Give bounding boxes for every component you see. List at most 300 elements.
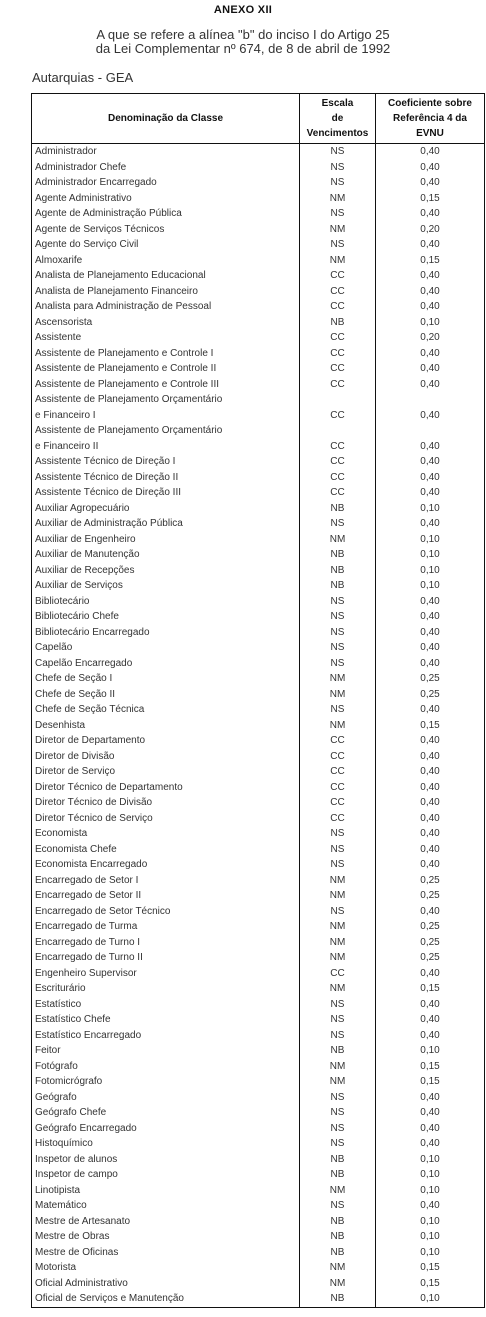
class-name-cell: Assistente de Planejamento e Controle I	[32, 346, 300, 362]
class-name-cell: Assistente Técnico de Direção III	[32, 485, 300, 501]
table-row	[32, 423, 485, 439]
table-row	[32, 268, 485, 284]
salary-scale-cell: NS	[300, 842, 376, 858]
salary-scale-cell: NS	[300, 702, 376, 718]
coefficient-cell: 0,40	[376, 408, 485, 424]
header-coefficient-line3: EVNU	[416, 128, 444, 139]
table-row	[32, 175, 485, 191]
coefficient-cell: 0,15	[376, 191, 485, 207]
class-name-cell: Agente de Administração Pública	[32, 206, 300, 222]
table-row	[32, 935, 485, 951]
table-row	[32, 144, 485, 160]
class-name-cell: Auxiliar de Engenheiro	[32, 532, 300, 548]
salary-scale-cell: NM	[300, 1260, 376, 1276]
coefficient-cell: 0,10	[376, 578, 485, 594]
salary-scale-cell: NM	[300, 950, 376, 966]
table-row	[32, 253, 485, 269]
table-row	[32, 1276, 485, 1292]
coefficient-cell: 0,25	[376, 873, 485, 889]
salary-scale-cell: NB	[300, 563, 376, 579]
class-name-cell: Auxiliar de Manutenção	[32, 547, 300, 563]
salary-scale-cell: CC	[300, 439, 376, 455]
salary-scale-cell: NB	[300, 1245, 376, 1261]
salary-scale-cell: NS	[300, 997, 376, 1013]
salary-scale-cell: NM	[300, 718, 376, 734]
table-row	[32, 733, 485, 749]
class-name-cell: Agente do Serviço Civil	[32, 237, 300, 253]
coefficient-cell: 0,40	[376, 1028, 485, 1044]
class-name-cell: Diretor de Divisão	[32, 749, 300, 765]
table-row	[32, 1090, 485, 1106]
class-name-cell: Bibliotecário Chefe	[32, 609, 300, 625]
class-name-cell: Analista de Planejamento Financeiro	[32, 284, 300, 300]
class-name-cell: Estatístico Chefe	[32, 1012, 300, 1028]
salary-scale-cell: CC	[300, 795, 376, 811]
class-name-cell: Encarregado de Setor Técnico	[32, 904, 300, 920]
table-row	[32, 1121, 485, 1137]
table-row	[32, 222, 485, 238]
coefficient-cell	[376, 423, 485, 439]
salary-scale-cell: NB	[300, 1229, 376, 1245]
class-name-cell: Assistente de Planejamento Orçamentário	[32, 392, 300, 408]
coefficient-cell: 0,40	[376, 175, 485, 191]
coefficient-cell: 0,40	[376, 997, 485, 1013]
salary-scale-cell: CC	[300, 268, 376, 284]
table-row	[32, 1245, 485, 1261]
salary-scale-cell: NM	[300, 981, 376, 997]
coefficient-cell: 0,10	[376, 1183, 485, 1199]
coefficient-cell: 0,40	[376, 237, 485, 253]
salary-scale-cell: NS	[300, 1121, 376, 1137]
table-row	[32, 284, 485, 300]
salary-scale-cell: NS	[300, 237, 376, 253]
salary-scale-cell: NB	[300, 1291, 376, 1307]
table-row	[32, 795, 485, 811]
table-row	[32, 346, 485, 362]
coefficient-cell: 0,40	[376, 811, 485, 827]
coefficient-cell: 0,10	[376, 547, 485, 563]
coefficient-cell: 0,20	[376, 222, 485, 238]
table-row	[32, 330, 485, 346]
table-row	[32, 826, 485, 842]
class-name-cell: Auxiliar de Administração Pública	[32, 516, 300, 532]
table-row	[32, 702, 485, 718]
coefficient-cell: 0,40	[376, 826, 485, 842]
coefficient-cell: 0,25	[376, 687, 485, 703]
salary-scale-cell: NS	[300, 144, 376, 160]
coefficient-cell: 0,40	[376, 749, 485, 765]
coefficient-cell: 0,25	[376, 950, 485, 966]
table-row	[32, 578, 485, 594]
coefficient-cell: 0,15	[376, 253, 485, 269]
class-name-cell: Assistente de Planejamento e Controle II	[32, 361, 300, 377]
header-salary-scale-line1: Escala	[321, 98, 354, 109]
coefficient-cell: 0,40	[376, 144, 485, 160]
salary-scale-cell: NB	[300, 1167, 376, 1183]
class-name-cell: Escriturário	[32, 981, 300, 997]
coefficient-cell: 0,40	[376, 1012, 485, 1028]
class-name-cell: Chefe de Seção I	[32, 671, 300, 687]
class-name-cell: Capelão	[32, 640, 300, 656]
coefficient-cell: 0,40	[376, 361, 485, 377]
salary-scale-cell: NS	[300, 640, 376, 656]
coefficient-cell: 0,15	[376, 1260, 485, 1276]
table-row	[32, 749, 485, 765]
coefficient-cell: 0,15	[376, 981, 485, 997]
class-name-cell: Analista para Administração de Pessoal	[32, 299, 300, 315]
class-name-cell: Chefe de Seção II	[32, 687, 300, 703]
class-name-cell: Feitor	[32, 1043, 300, 1059]
document-subtitle-line2: da Lei Complementar nº 674, de 8 de abril de 1992	[95, 41, 391, 56]
salary-scale-cell: NB	[300, 1214, 376, 1230]
table-row	[32, 547, 485, 563]
coefficient-cell: 0,40	[376, 656, 485, 672]
class-name-cell: Inspetor de campo	[32, 1167, 300, 1183]
class-name-cell: Ascensorista	[32, 315, 300, 331]
table-row	[32, 1074, 485, 1090]
salary-scale-cell: CC	[300, 780, 376, 796]
table-row	[32, 485, 485, 501]
class-name-cell: Diretor de Departamento	[32, 733, 300, 749]
table-row	[32, 981, 485, 997]
table-header	[32, 94, 485, 144]
coefficient-cell: 0,10	[376, 1214, 485, 1230]
class-name-cell: Engenheiro Supervisor	[32, 966, 300, 982]
coefficient-cell: 0,40	[376, 1105, 485, 1121]
table-row	[32, 377, 485, 393]
salary-scale-cell: CC	[300, 284, 376, 300]
table-row	[32, 888, 485, 904]
class-name-cell: Encarregado de Turma	[32, 919, 300, 935]
table-row	[32, 625, 485, 641]
salary-scale-cell: NM	[300, 919, 376, 935]
class-name-cell: Matemático	[32, 1198, 300, 1214]
table-row	[32, 1291, 485, 1307]
table-row	[32, 764, 485, 780]
salary-scale-cell: CC	[300, 377, 376, 393]
salary-scale-cell: CC	[300, 764, 376, 780]
coefficient-cell: 0,25	[376, 888, 485, 904]
class-name-cell: Analista de Planejamento Educacional	[32, 268, 300, 284]
class-name-cell: Capelão Encarregado	[32, 656, 300, 672]
class-name-cell: Mestre de Obras	[32, 1229, 300, 1245]
classes-table	[31, 93, 485, 1308]
class-name-cell: Administrador	[32, 144, 300, 160]
coefficient-cell: 0,40	[376, 702, 485, 718]
salary-scale-cell: CC	[300, 454, 376, 470]
coefficient-cell: 0,10	[376, 1245, 485, 1261]
salary-scale-cell: NM	[300, 1059, 376, 1075]
class-name-cell: Bibliotecário	[32, 594, 300, 610]
salary-scale-cell: NM	[300, 532, 376, 548]
table-row	[32, 811, 485, 827]
class-name-cell: Auxiliar de Recepções	[32, 563, 300, 579]
coefficient-cell: 0,10	[376, 563, 485, 579]
table-row	[32, 532, 485, 548]
class-name-cell: Almoxarife	[32, 253, 300, 269]
class-name-cell: Geógrafo Encarregado	[32, 1121, 300, 1137]
table-row	[32, 997, 485, 1013]
table-row	[32, 392, 485, 408]
salary-scale-cell: NS	[300, 1136, 376, 1152]
salary-scale-cell: NB	[300, 501, 376, 517]
header-salary-scale	[300, 94, 376, 144]
salary-scale-cell: CC	[300, 811, 376, 827]
salary-scale-cell: CC	[300, 330, 376, 346]
salary-scale-cell: NM	[300, 222, 376, 238]
table-row	[32, 842, 485, 858]
coefficient-cell: 0,40	[376, 299, 485, 315]
salary-scale-cell: NS	[300, 1198, 376, 1214]
salary-scale-cell: NS	[300, 160, 376, 176]
table-row	[32, 1198, 485, 1214]
class-name-cell: Motorista	[32, 1260, 300, 1276]
table-row	[32, 160, 485, 176]
table-row	[32, 904, 485, 920]
coefficient-cell: 0,40	[376, 904, 485, 920]
salary-scale-cell: NB	[300, 1152, 376, 1168]
class-name-cell: Geógrafo	[32, 1090, 300, 1106]
table-row	[32, 1028, 485, 1044]
salary-scale-cell: NM	[300, 1276, 376, 1292]
class-name-cell: Encarregado de Turno I	[32, 935, 300, 951]
salary-scale-cell: NS	[300, 1028, 376, 1044]
table-row	[32, 950, 485, 966]
table-row	[32, 1059, 485, 1075]
coefficient-cell: 0,10	[376, 1043, 485, 1059]
class-name-cell: Mestre de Artesanato	[32, 1214, 300, 1230]
class-name-cell: Histoquímico	[32, 1136, 300, 1152]
table-row	[32, 1167, 485, 1183]
header-coefficient-line2: Referência 4 da	[393, 113, 467, 124]
class-name-cell: e Financeiro I	[32, 408, 300, 424]
salary-scale-cell: CC	[300, 733, 376, 749]
class-name-cell: Encarregado de Turno II	[32, 950, 300, 966]
table-row	[32, 609, 485, 625]
coefficient-cell: 0,40	[376, 268, 485, 284]
table-row	[32, 315, 485, 331]
coefficient-cell: 0,10	[376, 1152, 485, 1168]
class-name-cell: Economista Chefe	[32, 842, 300, 858]
table-row	[32, 857, 485, 873]
coefficient-cell: 0,40	[376, 609, 485, 625]
table-row	[32, 640, 485, 656]
coefficient-cell: 0,40	[376, 1198, 485, 1214]
class-name-cell: Oficial Administrativo	[32, 1276, 300, 1292]
salary-scale-cell: NS	[300, 826, 376, 842]
salary-scale-cell: CC	[300, 361, 376, 377]
table-row	[32, 439, 485, 455]
class-name-cell: Encarregado de Setor I	[32, 873, 300, 889]
salary-scale-cell: NB	[300, 547, 376, 563]
class-name-cell: Mestre de Oficinas	[32, 1245, 300, 1261]
header-class-name	[32, 94, 300, 144]
salary-scale-cell: NS	[300, 1012, 376, 1028]
coefficient-cell: 0,40	[376, 1136, 485, 1152]
class-name-cell: Agente de Serviços Técnicos	[32, 222, 300, 238]
class-name-cell: Fotomicrógrafo	[32, 1074, 300, 1090]
salary-scale-cell: NS	[300, 1105, 376, 1121]
coefficient-cell: 0,15	[376, 718, 485, 734]
coefficient-cell: 0,40	[376, 516, 485, 532]
coefficient-cell: 0,40	[376, 439, 485, 455]
coefficient-cell: 0,20	[376, 330, 485, 346]
salary-scale-cell: NM	[300, 935, 376, 951]
salary-scale-cell: NS	[300, 904, 376, 920]
table-row	[32, 1229, 485, 1245]
salary-scale-cell: NB	[300, 1043, 376, 1059]
table-row	[32, 1105, 485, 1121]
coefficient-cell: 0,40	[376, 594, 485, 610]
class-name-cell: Geógrafo Chefe	[32, 1105, 300, 1121]
header-coefficient-line1: Coeficiente sobre	[388, 98, 472, 109]
salary-scale-cell: CC	[300, 749, 376, 765]
header-salary-scale-line2: de	[331, 113, 344, 124]
coefficient-cell: 0,40	[376, 284, 485, 300]
salary-scale-cell: NS	[300, 175, 376, 191]
table-row	[32, 594, 485, 610]
salary-scale-cell: NM	[300, 1074, 376, 1090]
class-name-cell: Assistente de Planejamento Orçamentário	[32, 423, 300, 439]
coefficient-cell: 0,40	[376, 485, 485, 501]
salary-scale-cell: NS	[300, 625, 376, 641]
salary-scale-cell: CC	[300, 485, 376, 501]
class-name-cell: Administrador Encarregado	[32, 175, 300, 191]
class-name-cell: Fotógrafo	[32, 1059, 300, 1075]
coefficient-cell: 0,40	[376, 160, 485, 176]
coefficient-cell: 0,40	[376, 733, 485, 749]
salary-scale-cell: NB	[300, 315, 376, 331]
header-coefficient	[376, 94, 485, 144]
class-name-cell: e Financeiro II	[32, 439, 300, 455]
coefficient-cell: 0,40	[376, 377, 485, 393]
coefficient-cell: 0,10	[376, 1167, 485, 1183]
coefficient-cell: 0,10	[376, 532, 485, 548]
table-row	[32, 1214, 485, 1230]
table-row	[32, 454, 485, 470]
table-row	[32, 1012, 485, 1028]
coefficient-cell: 0,40	[376, 780, 485, 796]
coefficient-cell: 0,40	[376, 1121, 485, 1137]
class-name-cell: Estatístico	[32, 997, 300, 1013]
salary-scale-cell: NM	[300, 253, 376, 269]
coefficient-cell: 0,40	[376, 454, 485, 470]
coefficient-cell: 0,40	[376, 857, 485, 873]
class-name-cell: Diretor de Serviço	[32, 764, 300, 780]
salary-scale-cell: NM	[300, 873, 376, 889]
class-name-cell: Oficial de Serviços e Manutenção	[32, 1291, 300, 1307]
class-name-cell: Administrador Chefe	[32, 160, 300, 176]
class-name-cell: Assistente	[32, 330, 300, 346]
table-row	[32, 206, 485, 222]
class-name-cell: Economista	[32, 826, 300, 842]
document-subtitle-line1: A que se refere a alínea "b" do inciso I do Artigo 25	[96, 27, 390, 42]
coefficient-cell: 0,15	[376, 1074, 485, 1090]
table-row	[32, 1152, 485, 1168]
table-row	[32, 1183, 485, 1199]
table-row	[32, 408, 485, 424]
salary-scale-cell: NS	[300, 656, 376, 672]
table-row	[32, 1043, 485, 1059]
table-row	[32, 299, 485, 315]
salary-scale-cell: NM	[300, 888, 376, 904]
salary-scale-cell: NM	[300, 671, 376, 687]
salary-scale-cell: CC	[300, 299, 376, 315]
class-name-cell: Auxiliar de Serviços	[32, 578, 300, 594]
table-row	[32, 1260, 485, 1276]
section-label: Autarquias - GEA	[32, 70, 134, 85]
coefficient-cell: 0,40	[376, 966, 485, 982]
salary-scale-cell: NM	[300, 687, 376, 703]
table-row	[32, 470, 485, 486]
coefficient-cell: 0,40	[376, 640, 485, 656]
table-row	[32, 687, 485, 703]
class-name-cell: Chefe de Seção Técnica	[32, 702, 300, 718]
class-name-cell: Encarregado de Setor II	[32, 888, 300, 904]
header-salary-scale-line3: Vencimentos	[306, 128, 369, 139]
table-row	[32, 191, 485, 207]
table-row	[32, 919, 485, 935]
coefficient-cell: 0,15	[376, 1059, 485, 1075]
coefficient-cell: 0,40	[376, 625, 485, 641]
class-name-cell: Bibliotecário Encarregado	[32, 625, 300, 641]
salary-scale-cell: NS	[300, 1090, 376, 1106]
coefficient-cell: 0,10	[376, 315, 485, 331]
class-name-cell: Economista Encarregado	[32, 857, 300, 873]
coefficient-cell: 0,25	[376, 671, 485, 687]
table-row	[32, 671, 485, 687]
table-row	[32, 780, 485, 796]
table-row	[32, 873, 485, 889]
salary-scale-cell: CC	[300, 470, 376, 486]
coefficient-cell: 0,40	[376, 470, 485, 486]
salary-scale-cell: NS	[300, 594, 376, 610]
coefficient-cell: 0,40	[376, 1090, 485, 1106]
table-row	[32, 361, 485, 377]
table-row	[32, 501, 485, 517]
coefficient-cell: 0,10	[376, 501, 485, 517]
class-name-cell: Inspetor de alunos	[32, 1152, 300, 1168]
salary-scale-cell: NS	[300, 857, 376, 873]
salary-scale-cell: NM	[300, 191, 376, 207]
coefficient-cell	[376, 392, 485, 408]
salary-scale-cell: CC	[300, 408, 376, 424]
class-name-cell: Linotipista	[32, 1183, 300, 1199]
salary-scale-cell: NS	[300, 206, 376, 222]
table-row	[32, 563, 485, 579]
coefficient-cell: 0,25	[376, 919, 485, 935]
coefficient-cell: 0,40	[376, 795, 485, 811]
table-row	[32, 1136, 485, 1152]
class-name-cell: Desenhista	[32, 718, 300, 734]
salary-scale-cell: NS	[300, 609, 376, 625]
coefficient-cell: 0,10	[376, 1229, 485, 1245]
coefficient-cell: 0,40	[376, 842, 485, 858]
coefficient-cell: 0,40	[376, 206, 485, 222]
table-row	[32, 237, 485, 253]
coefficient-cell: 0,40	[376, 346, 485, 362]
coefficient-cell: 0,15	[376, 1276, 485, 1292]
coefficient-cell: 0,40	[376, 764, 485, 780]
class-name-cell: Assistente Técnico de Direção I	[32, 454, 300, 470]
salary-scale-cell: CC	[300, 966, 376, 982]
salary-scale-cell: NM	[300, 1183, 376, 1199]
class-name-cell: Assistente Técnico de Direção II	[32, 470, 300, 486]
coefficient-cell: 0,25	[376, 935, 485, 951]
header-class-name-label: Denominação da Classe	[107, 113, 224, 124]
table-row	[32, 718, 485, 734]
salary-scale-cell	[300, 423, 376, 439]
